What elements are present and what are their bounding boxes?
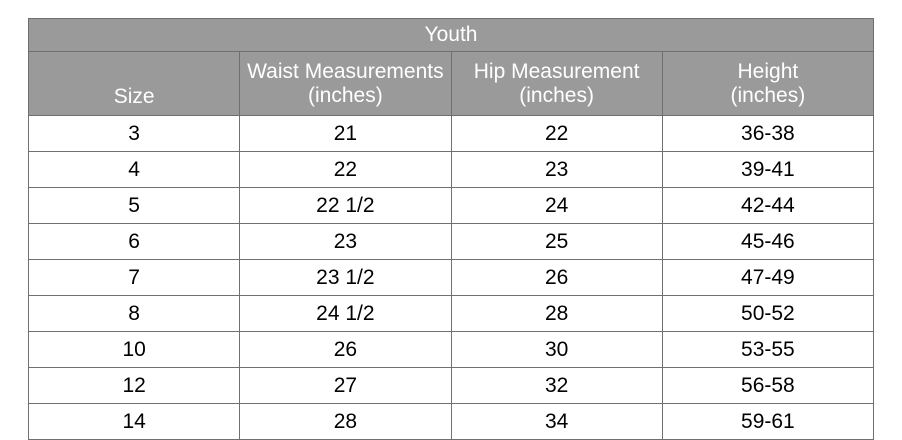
cell-height: 59-61 — [662, 404, 873, 440]
cell-size: 7 — [29, 260, 240, 296]
cell-hip: 30 — [451, 332, 662, 368]
cell-hip: 22 — [451, 116, 662, 152]
cell-waist: 24 1/2 — [240, 296, 451, 332]
column-header-height — [662, 52, 873, 116]
column-header-height-line-1: Height — [737, 59, 799, 83]
cell-waist: 26 — [240, 332, 451, 368]
column-header-waist-line-1: Waist Measurements — [247, 59, 444, 83]
cell-hip: 24 — [451, 188, 662, 224]
column-header-size — [29, 52, 240, 116]
column-header-hip-line-1: Hip Measurement — [473, 59, 640, 83]
cell-waist: 23 — [240, 224, 451, 260]
table-header-row — [29, 52, 874, 116]
cell-waist: 21 — [240, 116, 451, 152]
table-row — [29, 368, 874, 404]
table-row — [29, 116, 874, 152]
cell-size: 14 — [29, 404, 240, 440]
cell-hip: 26 — [451, 260, 662, 296]
size-chart-container — [28, 18, 874, 440]
table-head — [29, 19, 874, 116]
table-title: Youth — [29, 19, 874, 52]
cell-size: 10 — [29, 332, 240, 368]
cell-height: 45-46 — [662, 224, 873, 260]
cell-height: 47-49 — [662, 260, 873, 296]
column-header-waist — [240, 52, 451, 116]
cell-height: 56-58 — [662, 368, 873, 404]
cell-height: 50-52 — [662, 296, 873, 332]
cell-height: 39-41 — [662, 152, 873, 188]
cell-waist: 27 — [240, 368, 451, 404]
cell-hip: 25 — [451, 224, 662, 260]
column-header-hip-line-2: (inches) — [519, 83, 594, 107]
table-title-row — [29, 19, 874, 52]
column-header-height-line-2: (inches) — [730, 83, 806, 107]
cell-waist: 23 1/2 — [240, 260, 451, 296]
cell-waist: 22 1/2 — [240, 188, 451, 224]
cell-size: 8 — [29, 296, 240, 332]
cell-height: 36-38 — [662, 116, 873, 152]
cell-hip: 28 — [451, 296, 662, 332]
table-row — [29, 296, 874, 332]
table-body — [29, 116, 874, 440]
column-header-size-line-1: Size — [113, 85, 155, 109]
youth-size-chart-table — [28, 18, 874, 440]
table-row — [29, 260, 874, 296]
cell-size: 6 — [29, 224, 240, 260]
column-header-hip — [451, 52, 662, 116]
cell-hip: 32 — [451, 368, 662, 404]
table-row — [29, 404, 874, 440]
cell-size: 3 — [29, 116, 240, 152]
cell-height: 42-44 — [662, 188, 873, 224]
cell-waist: 28 — [240, 404, 451, 440]
cell-hip: 23 — [451, 152, 662, 188]
table-row — [29, 224, 874, 260]
table-row — [29, 332, 874, 368]
cell-height: 53-55 — [662, 332, 873, 368]
cell-size: 4 — [29, 152, 240, 188]
cell-hip: 34 — [451, 404, 662, 440]
column-header-waist-line-2: (inches) — [308, 83, 383, 107]
cell-waist: 22 — [240, 152, 451, 188]
table-row — [29, 152, 874, 188]
cell-size: 12 — [29, 368, 240, 404]
table-row — [29, 188, 874, 224]
cell-size: 5 — [29, 188, 240, 224]
